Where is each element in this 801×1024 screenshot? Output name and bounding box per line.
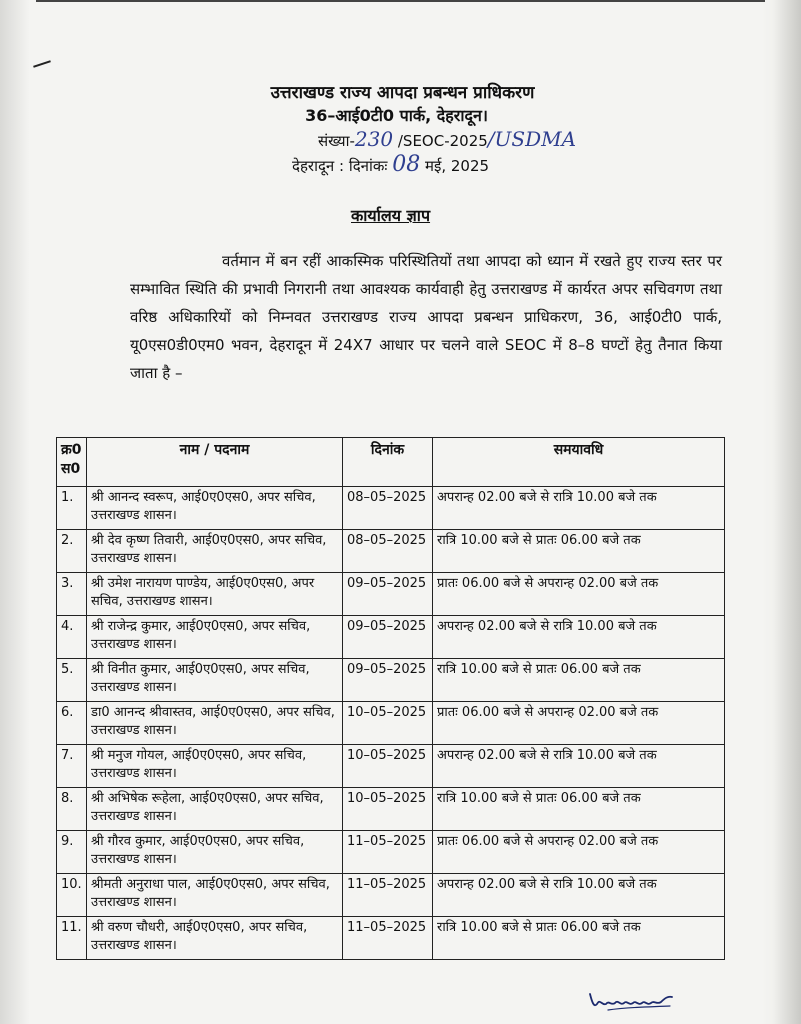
organization-address: 36–आई0टी0 पार्क, देहरादून। [305, 106, 488, 125]
table-row [57, 745, 725, 788]
cell-date: 10–05–2025 [343, 745, 433, 788]
cell-serial: 7. [57, 745, 87, 788]
cell-serial: 5. [57, 659, 87, 702]
cell-duration: प्रातः 06.00 बजे से अपरान्ह 02.00 बजे तक [433, 702, 725, 745]
table-row [57, 659, 725, 702]
body-paragraph-text: वर्तमान में बन रहीं आकस्मिक परिस्थितियों तथा आपदा को ध्यान में रखते हुए राज्य स्तर पर सम्भावित स्थिति की प्रभावी निगरानी तथा आवश्यक कार्यवाही हेतु उत्तराखण्ड में कार्यरत अपर सचिवगण तथा वरिष्ठ अधिकारियों को निम्नवत उत्तराखण्ड राज्य आपदा प्रबन्धन प्राधिकरण, 36, आई0टी0 पार्क, यू0एस0डी0एम0 भवन, देहरादून में 24X7 आधार पर चलने वाले SEOC में 8–8 घण्टों हेतु तैनात किया जाता है – [130, 252, 722, 382]
table-row [57, 917, 725, 960]
cell-serial: 2. [57, 530, 87, 573]
header-duration: समयावधि [433, 438, 725, 487]
cell-date: 09–05–2025 [343, 659, 433, 702]
cell-date: 10–05–2025 [343, 702, 433, 745]
table-row [57, 788, 725, 831]
cell-date: 11–05–2025 [343, 874, 433, 917]
cell-date: 08–05–2025 [343, 530, 433, 573]
page-top-edge [36, 0, 765, 6]
cell-name: श्री आनन्द स्वरूप, आई0ए0एस0, अपर सचिव, उत्तराखण्ड शासन। [87, 487, 343, 530]
table-row [57, 487, 725, 530]
cell-duration: अपरान्ह 02.00 बजे से रात्रि 10.00 बजे तक [433, 745, 725, 788]
cell-name: श्री मनुज गोयल, आई0ए0एस0, अपर सचिव, उत्तराखण्ड शासन। [87, 745, 343, 788]
cell-serial: 9. [57, 831, 87, 874]
cell-serial: 6. [57, 702, 87, 745]
cell-name: श्री देव कृष्ण तिवारी, आई0ए0एस0, अपर सचिव, उत्तराखण्ड शासन। [87, 530, 343, 573]
cell-duration: रात्रि 10.00 बजे से प्रातः 06.00 बजे तक [433, 788, 725, 831]
cell-duration: रात्रि 10.00 बजे से प्रातः 06.00 बजे तक [433, 530, 725, 573]
cell-serial: 10. [57, 874, 87, 917]
header-date: दिनांक [343, 438, 433, 487]
reference-number-line [318, 127, 576, 151]
cell-date: 11–05–2025 [343, 917, 433, 960]
memo-title: कार्यालय ज्ञाप [351, 206, 431, 225]
table-row [57, 831, 725, 874]
cell-duration: रात्रि 10.00 बजे से प्रातः 06.00 बजे तक [433, 659, 725, 702]
table-row [57, 573, 725, 616]
cell-date: 08–05–2025 [343, 487, 433, 530]
cell-date: 09–05–2025 [343, 573, 433, 616]
table-row [57, 702, 725, 745]
cell-name: श्री विनीत कुमार, आई0ए0एस0, अपर सचिव, उत्तराखण्ड शासन। [87, 659, 343, 702]
body-paragraph [130, 247, 722, 387]
reference-code: /SEOC-2025 [393, 132, 488, 150]
table-row [57, 616, 725, 659]
duty-roster-table [56, 437, 725, 960]
table-header-row [57, 438, 725, 487]
cell-duration: अपरान्ह 02.00 बजे से रात्रि 10.00 बजे तक [433, 616, 725, 659]
date-prefix: देहरादून : दिनांकः [292, 157, 388, 175]
date-suffix: मई, 2025 [420, 157, 490, 175]
cell-date: 11–05–2025 [343, 831, 433, 874]
date-line [292, 152, 489, 177]
cell-name: श्रीमती अनुराधा पाल, आई0ए0एस0, अपर सचिव, उत्तराखण्ड शासन। [87, 874, 343, 917]
cell-duration: रात्रि 10.00 बजे से प्रातः 06.00 बजे तक [433, 917, 725, 960]
handwritten-signature [588, 988, 678, 1014]
header-name: नाम / पदनाम [87, 438, 343, 487]
cell-duration: अपरान्ह 02.00 बजे से रात्रि 10.00 बजे तक [433, 487, 725, 530]
cell-name: डा0 आनन्द श्रीवास्तव, आई0ए0एस0, अपर सचिव, उत्तराखण्ड शासन। [87, 702, 343, 745]
table-row [57, 530, 725, 573]
cell-duration: अपरान्ह 02.00 बजे से रात्रि 10.00 बजे तक [433, 874, 725, 917]
cell-name: श्री वरुण चौधरी, आई0ए0एस0, अपर सचिव, उत्तराखण्ड शासन। [87, 917, 343, 960]
cell-name: श्री राजेन्द्र कुमार, आई0ए0एस0, अपर सचिव, उत्तराखण्ड शासन। [87, 616, 343, 659]
page-edge-shadow-right [761, 0, 801, 1024]
handwritten-date-day: 08 [392, 152, 421, 177]
cell-duration: प्रातः 06.00 बजे से अपरान्ह 02.00 बजे तक [433, 573, 725, 616]
cell-name: श्री उमेश नारायण पाण्डेय, आई0ए0एस0, अपर सचिव, उत्तराखण्ड शासन। [87, 573, 343, 616]
cell-date: 10–05–2025 [343, 788, 433, 831]
page-edge-shadow-left [0, 0, 30, 1024]
cell-date: 09–05–2025 [343, 616, 433, 659]
handwritten-reference-suffix: /USDMA [487, 127, 577, 151]
cell-serial: 8. [57, 788, 87, 831]
handwritten-reference-number: 230 [354, 127, 394, 151]
header-serial: क्र0 स0 [57, 438, 87, 487]
cell-serial: 3. [57, 573, 87, 616]
cell-name: श्री अभिषेक रूहेला, आई0ए0एस0, अपर सचिव, उत्तराखण्ड शासन। [87, 788, 343, 831]
cell-name: श्री गौरव कुमार, आई0ए0एस0, अपर सचिव, उत्तराखण्ड शासन। [87, 831, 343, 874]
reference-prefix: संख्या- [318, 132, 355, 150]
cell-duration: प्रातः 06.00 बजे से अपरान्ह 02.00 बजे तक [433, 831, 725, 874]
cell-serial: 11. [57, 917, 87, 960]
pen-mark [33, 60, 51, 67]
table-row [57, 874, 725, 917]
organization-name: उत्तराखण्ड राज्य आपदा प्रबन्धन प्राधिकरण [270, 83, 535, 103]
cell-serial: 1. [57, 487, 87, 530]
cell-serial: 4. [57, 616, 87, 659]
